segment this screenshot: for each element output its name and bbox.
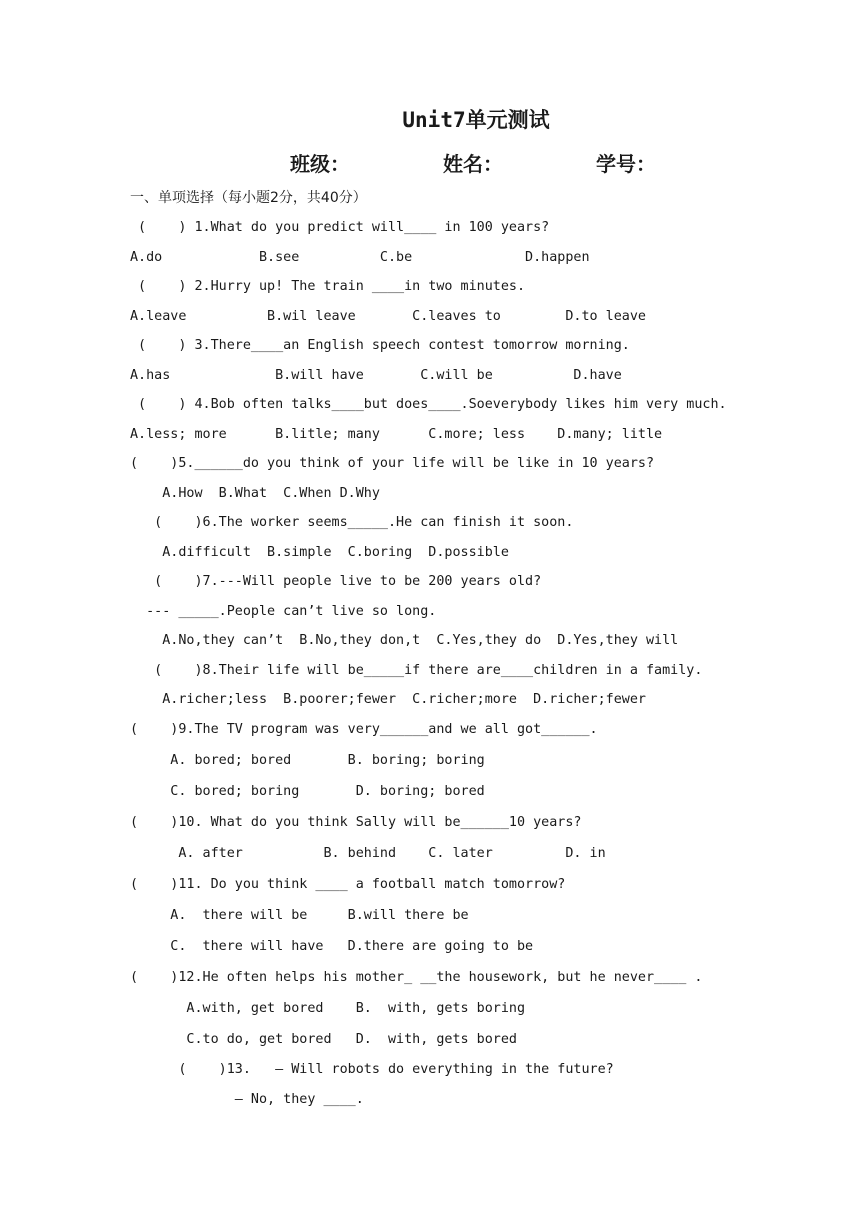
question-response: — No, they ____. [130, 1092, 364, 1107]
question-options: A.less; more B.litle; many C.more; less D.many; litle [130, 427, 663, 442]
question-options: A.difficult B.simple C.boring D.possible [130, 545, 509, 560]
question-stem: ( ) 3.There____an English speech contest tomorrow morning. [130, 338, 630, 353]
student-info-row [0, 148, 860, 178]
question-options: A. there will be B.will there be [130, 908, 469, 923]
question-options: A.How B.What C.When D.Why [130, 486, 380, 501]
question-stem: ( )12.He often helps his mother_ __the housework, but he never____ . [130, 970, 703, 985]
question-stem: ( )5.______do you think of your life will be like in 10 years? [130, 456, 655, 471]
question-response: --- _____.People can’t live so long. [130, 604, 437, 619]
question-options: A.No,they can’t B.No,they don,t C.Yes,they do D.Yes,they will [130, 633, 679, 648]
question-stem: ( ) 2.Hurry up! The train ____in two minutes. [130, 279, 526, 294]
name-label: 姓名： [443, 152, 503, 176]
question-stem: ( ) 1.What do you predict will____ in 100 years? [130, 220, 550, 235]
page-title: Unit7单元测试 [402, 108, 550, 132]
student-number-label: 学号： [596, 152, 656, 176]
question-options: A.do B.see C.be D.happen [130, 250, 590, 265]
question-stem: ( )9.The TV program was very______and we all got______. [130, 722, 598, 737]
question-options: C. there will have D.there are going to be [130, 939, 534, 954]
question-options: A. bored; bored B. boring; boring [130, 753, 485, 768]
question-stem: ( )11. Do you think ____ a football match tomorrow? [130, 877, 566, 892]
question-options: C. bored; boring D. boring; bored [130, 784, 485, 799]
question-stem: ( )6.The worker seems_____.He can finish it soon. [130, 515, 574, 530]
question-options: C.to do, get bored D. with, gets bored [130, 1032, 517, 1047]
question-stem: ( )13. — Will robots do everything in the future? [130, 1062, 614, 1077]
question-options: A.richer;less B.poorer;fewer C.richer;more D.richer;fewer [130, 692, 646, 707]
question-stem: ( ) 4.Bob often talks____but does____.Soeverybody likes him very much. [130, 397, 727, 412]
question-stem: ( )8.Their life will be_____if there are____children in a family. [130, 663, 703, 678]
section-heading: 一、单项选择（每小题2分，共40分） [130, 190, 367, 206]
question-options: A. after B. behind C. later D. in [130, 846, 606, 861]
question-options: A.leave B.wil leave C.leaves to D.to leave [130, 309, 646, 324]
question-stem: ( )7.---Will people live to be 200 years old? [130, 574, 542, 589]
question-options: A.has B.will have C.will be D.have [130, 368, 622, 383]
class-label: 班级： [290, 152, 350, 176]
question-options: A.with, get bored B. with, gets boring [130, 1001, 526, 1016]
question-stem: ( )10. What do you think Sally will be______10 years? [130, 815, 582, 830]
